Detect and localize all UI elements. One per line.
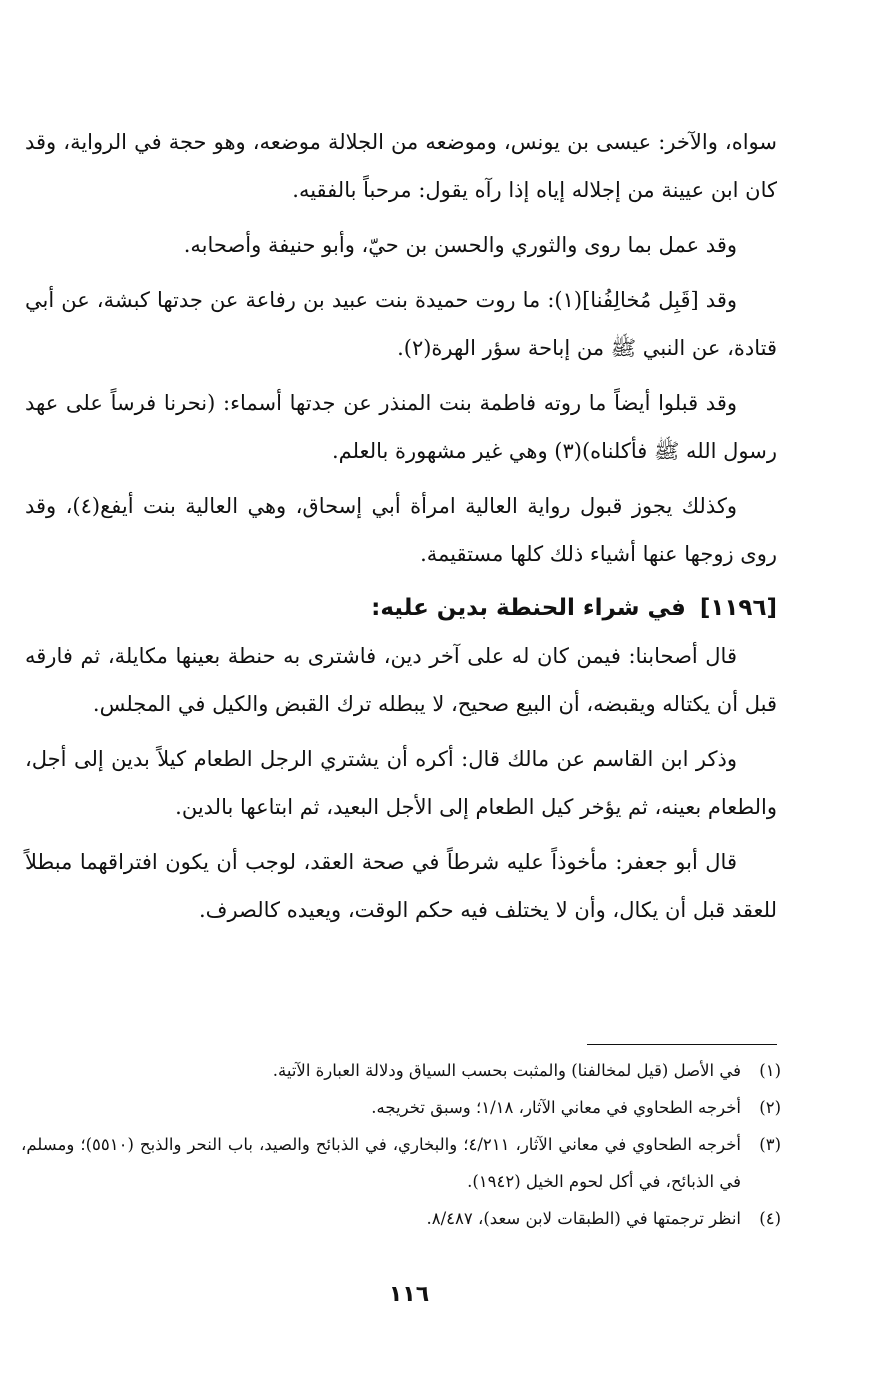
page-number: ١١٦ <box>388 1282 430 1307</box>
footnote-text: أخرجه الطحاوي في معاني الآثار، ١/١٨؛ وسبق تخريجه. <box>371 1098 741 1117</box>
paragraph: قال أصحابنا: فيمن كان له على آخر دين، فاشترى به حنطة بعينها مكايلة، ثم فارقه قبل أن يكتاله ويقبضه، أن البيع صحيح، لا يبطله ترك القبض والكيل في المجلس. <box>25 644 777 716</box>
paragraph: وذكر ابن القاسم عن مالك قال: أكره أن يشتري الرجل الطعام كيلاً بدين إلى أجل، والطعام بعينه، ثم يؤخر كيل الطعام إلى الأجل البعيد، ثم ابتاعها بالدين. <box>25 747 777 819</box>
paragraph: وقد [قَبِل مُخالِفُنا](١): ما روت حميدة بنت عبيد بن رفاعة عن جدتها كبشة، عن أبي قتادة، عن النبي ﷺ من إباحة سؤر الهرة(٢). <box>25 288 777 360</box>
footnote-number: (١) <box>759 1061 781 1080</box>
section-heading <box>25 588 777 628</box>
section-title: في شراء الحنطة بدين عليه: <box>371 595 686 621</box>
main-text <box>25 118 777 941</box>
footnote-divider <box>587 1044 777 1045</box>
footnote-number: (٢) <box>759 1098 781 1117</box>
paragraph: وكذلك يجوز قبول رواية العالية امرأة أبي إسحاق، وهي العالية بنت أيفع(٤)، وقد روى زوجها عنها أشياء ذلك كلها مستقيمة. <box>25 494 777 566</box>
footnote <box>21 1200 781 1237</box>
footnote-number: (٤) <box>759 1209 781 1228</box>
paragraph: وقد عمل بما روى والثوري والحسن بن حيّ، وأبو حنيفة وأصحابه. <box>183 233 737 257</box>
footnote <box>21 1126 781 1200</box>
section-number: [١١٩٦] <box>699 595 777 621</box>
footnote-text: في الأصل (قيل لمخالفنا) والمثبت بحسب السياق ودلالة العبارة الآتية. <box>272 1061 741 1080</box>
footnotes <box>21 1052 781 1237</box>
footnote-text: أخرجه الطحاوي في معاني الآثار، ٤/٢١١؛ والبخاري، في الذبائح والصيد، باب النحر والذبح (٥٥١٠)؛ ومسلم، في الذبائح، في أكل لحوم الخيل (١٩٤٢). <box>21 1135 741 1191</box>
footnote-number: (٣) <box>759 1135 781 1154</box>
paragraph: وقد قبلوا أيضاً ما روته فاطمة بنت المنذر عن جدتها أسماء: (نحرنا فرساً على عهد رسول الله ﷺ فأكلناه)(٣) وهي غير مشهورة بالعلم. <box>25 391 777 463</box>
paragraph-continuation: سواه، والآخر: عيسى بن يونس، وموضعه من الجلالة موضعه، وهو حجة في الرواية، وقد كان ابن عيينة من إجلاله إياه إذا رآه يقول: مرحباً بالفقيه. <box>25 130 777 202</box>
footnote <box>21 1089 781 1126</box>
paragraph: قال أبو جعفر: مأخوذاً عليه شرطاً في صحة العقد، لوجب أن يكون افتراقهما مبطلاً للعقد قبل أن يكال، وأن لا يختلف فيه حكم الوقت، ويعيده كالصرف. <box>25 850 777 922</box>
footnote-text: انظر ترجمتها في (الطبقات لابن سعد)، ٨/٤٨٧. <box>426 1209 741 1228</box>
footnote <box>21 1052 781 1089</box>
